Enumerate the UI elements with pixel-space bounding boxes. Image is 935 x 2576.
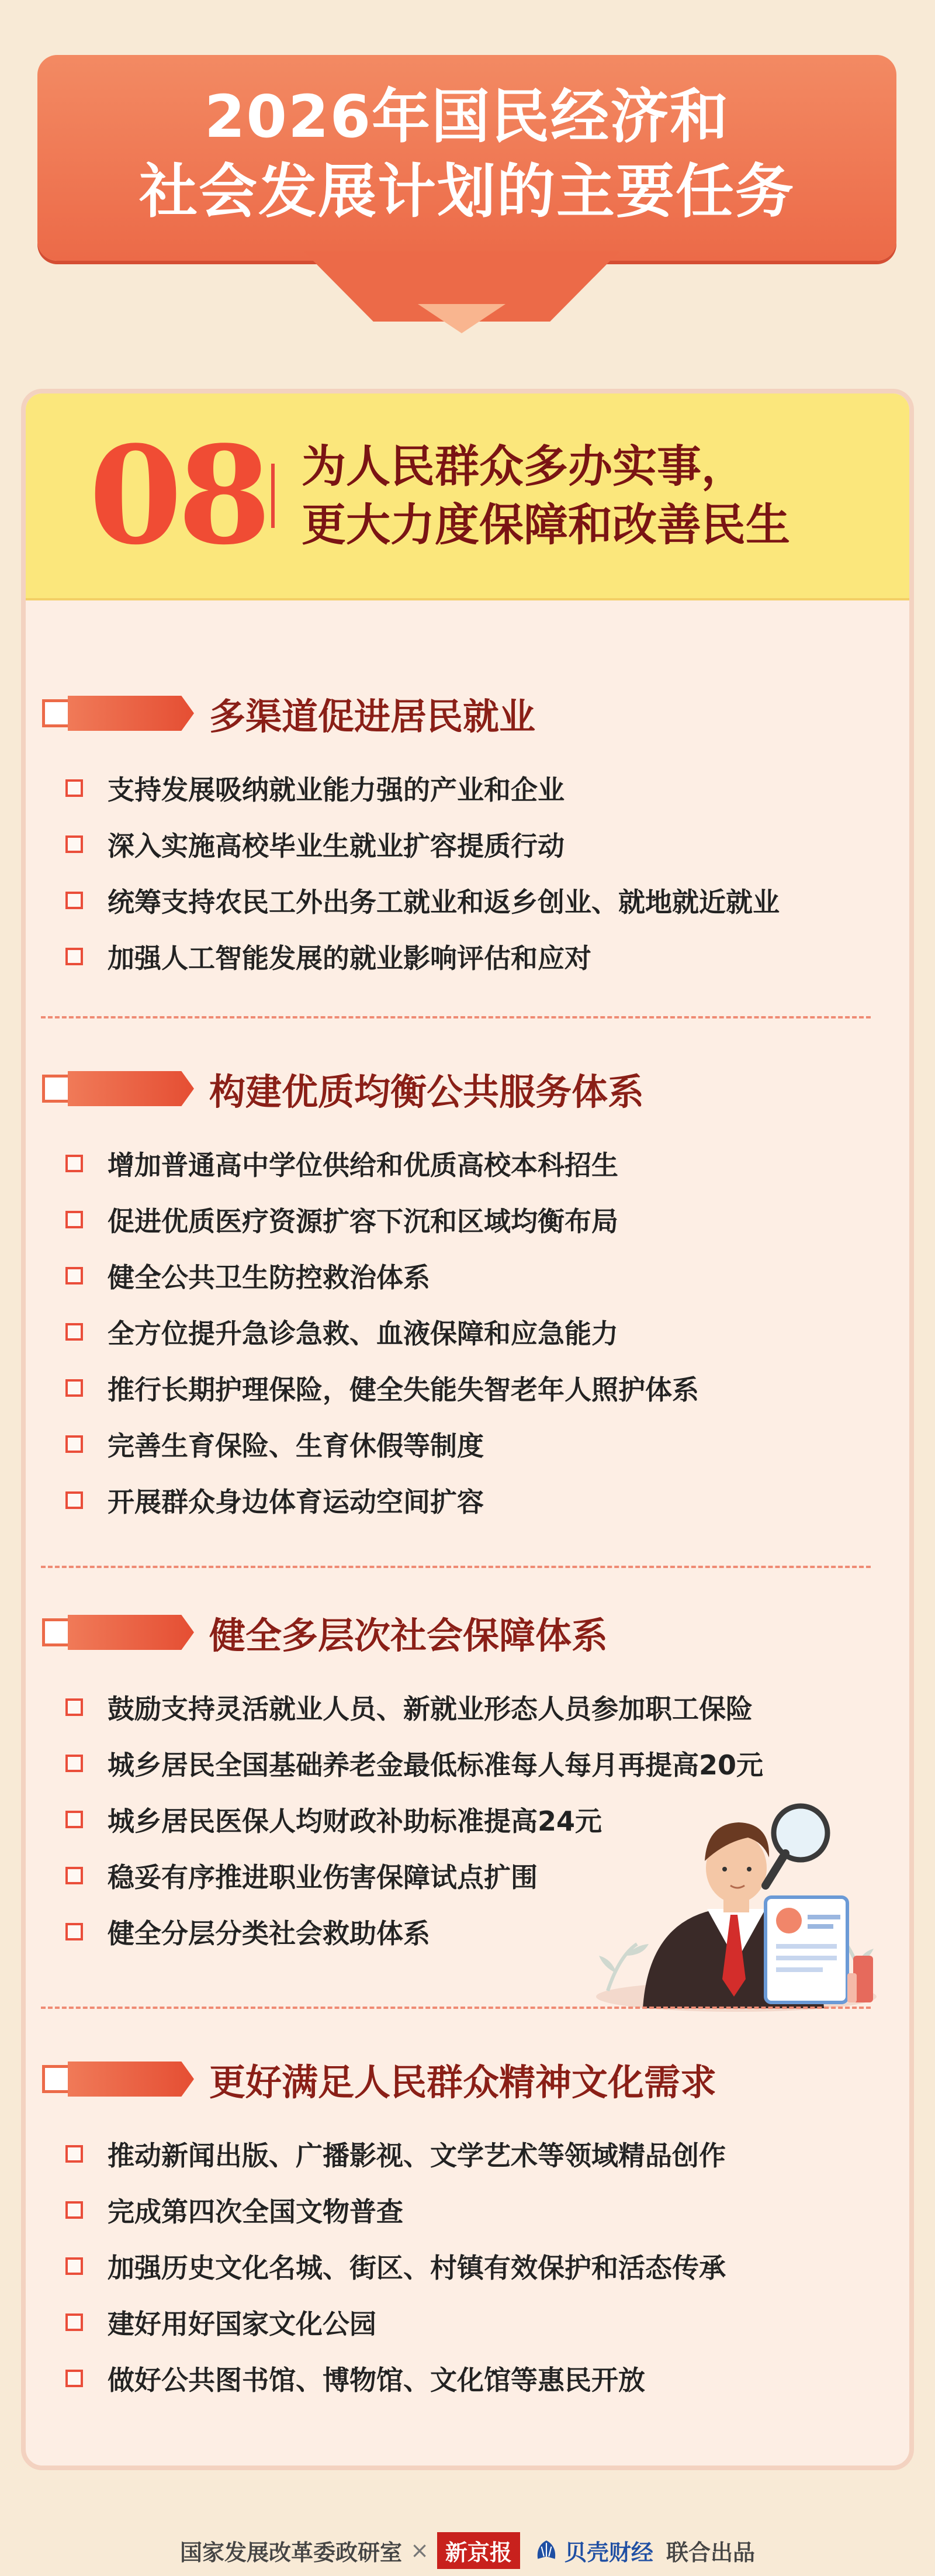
shell-icon bbox=[534, 2538, 559, 2563]
list-item bbox=[65, 1135, 849, 1192]
checkbox-icon bbox=[65, 835, 83, 853]
section-divider bbox=[41, 2007, 871, 2009]
list-item bbox=[65, 2126, 849, 2182]
list-item bbox=[65, 1416, 849, 1472]
checkbox-icon bbox=[65, 1211, 83, 1228]
task-text: 稳妥有序推进职业伤害保障试点扩围 bbox=[108, 1862, 538, 1893]
checkbox-icon bbox=[65, 2201, 83, 2219]
section-title: 健全多层次社会保障体系 bbox=[209, 1614, 608, 1657]
section-culture bbox=[42, 2056, 849, 2406]
task-text: 增加普通高中学位供给和优质高校本科招生 bbox=[108, 1149, 618, 1181]
section-title: 多渠道促进居民就业 bbox=[209, 695, 536, 738]
section-title-row bbox=[42, 2056, 849, 2102]
checkbox-icon bbox=[65, 2313, 83, 2331]
checkbox-icon bbox=[65, 2370, 83, 2387]
arrow-tag-icon bbox=[42, 1071, 194, 1106]
task-text: 推动新闻出版、广播影视、文学艺术等领域精品创作 bbox=[108, 2140, 726, 2171]
title-banner bbox=[37, 55, 896, 261]
task-text: 完成第四次全国文物普查 bbox=[108, 2196, 403, 2228]
task-text: 城乡居民全国基础养老金最低标准每人每月再提高20元 bbox=[108, 1749, 764, 1781]
task-text: 健全分层分类社会救助体系 bbox=[108, 1918, 430, 1949]
checkbox-icon bbox=[65, 1698, 83, 1716]
task-text: 加强历史文化名城、街区、村镇有效保护和活态传承 bbox=[108, 2252, 726, 2284]
footer-credits bbox=[0, 2533, 935, 2568]
section-divider bbox=[41, 1016, 871, 1018]
page-title bbox=[37, 55, 896, 229]
task-text: 统筹支持农民工外出务工就业和返乡创业、就地就近就业 bbox=[108, 886, 780, 918]
section-title-row bbox=[42, 1609, 849, 1656]
checkbox-icon bbox=[65, 1755, 83, 1772]
checkbox-icon bbox=[65, 2257, 83, 2275]
arrow-tag-icon bbox=[42, 1615, 194, 1650]
list-item bbox=[65, 760, 849, 816]
title-line-2: 社会发展计划的主要任务 bbox=[139, 157, 795, 226]
checkbox-icon bbox=[65, 1323, 83, 1341]
section-title-row bbox=[42, 690, 849, 737]
businessman-illustration bbox=[590, 1798, 882, 2014]
list-item bbox=[65, 1192, 849, 1248]
beike-logo bbox=[534, 2534, 653, 2567]
task-text: 城乡居民医保人均财政补助标准提高24元 bbox=[108, 1805, 602, 1837]
list-item bbox=[65, 1360, 849, 1416]
list-item bbox=[65, 2294, 849, 2350]
task-text: 促进优质医疗资源扩容下沉和区域均衡布局 bbox=[108, 1206, 618, 1237]
task-text: 开展群众身边体育运动空间扩容 bbox=[108, 1486, 484, 1518]
xinjingbao-logo: 新京报 bbox=[437, 2532, 520, 2569]
task-text: 做好公共图书馆、博物馆、文化馆等惠民开放 bbox=[108, 2364, 645, 2396]
task-text: 推行长期护理保险，健全失能失智老年人照护体系 bbox=[108, 1374, 699, 1406]
beike-text: 贝壳财经 bbox=[564, 2539, 653, 2565]
task-text: 深入实施高校毕业生就业扩容提质行动 bbox=[108, 830, 565, 862]
checkbox-icon bbox=[65, 1155, 83, 1172]
list-item bbox=[65, 1304, 849, 1360]
section-divider bbox=[41, 1566, 871, 1568]
task-list bbox=[65, 2126, 849, 2406]
card-header bbox=[26, 393, 909, 600]
arrow-tag-icon bbox=[42, 696, 194, 731]
task-list bbox=[65, 760, 849, 985]
section-number: 08 bbox=[89, 417, 267, 575]
footer-separator: × bbox=[410, 2537, 429, 2563]
task-text: 完善生育保险、生育休假等制度 bbox=[108, 1430, 484, 1462]
checkbox-icon bbox=[65, 948, 83, 965]
list-item bbox=[65, 2238, 849, 2294]
section-title: 更好满足人民群众精神文化需求 bbox=[209, 2060, 717, 2104]
task-text: 全方位提升急诊急救、血液保障和应急能力 bbox=[108, 1318, 618, 1349]
arrow-tag-icon bbox=[42, 2062, 194, 2097]
task-text: 加强人工智能发展的就业影响评估和应对 bbox=[108, 942, 591, 974]
header-divider bbox=[271, 464, 275, 528]
checkbox-icon bbox=[65, 1923, 83, 1940]
list-item bbox=[65, 1735, 849, 1791]
section-employment bbox=[42, 690, 849, 985]
task-text: 鼓励支持灵活就业人员、新就业形态人员参加职工保险 bbox=[108, 1693, 753, 1725]
checkbox-icon bbox=[65, 1867, 83, 1884]
checkbox-icon bbox=[65, 1267, 83, 1284]
section-public-services bbox=[42, 1065, 849, 1528]
title-line-1: 2026年国民经济和 bbox=[204, 82, 730, 151]
section-title: 构建优质均衡公共服务体系 bbox=[209, 1070, 645, 1113]
checkbox-icon bbox=[65, 1435, 83, 1453]
checkbox-icon bbox=[65, 2145, 83, 2163]
footer-suffix: 联合出品 bbox=[666, 2539, 755, 2565]
task-text: 支持发展吸纳就业能力强的产业和企业 bbox=[108, 774, 565, 806]
footer-org: 国家发展改革委政研室 bbox=[180, 2539, 403, 2565]
list-item bbox=[65, 1679, 849, 1735]
list-item bbox=[65, 1248, 849, 1304]
checkbox-icon bbox=[65, 892, 83, 909]
checkbox-icon bbox=[65, 1491, 83, 1509]
list-item bbox=[65, 2350, 849, 2406]
task-text: 健全公共卫生防控救治体系 bbox=[108, 1262, 430, 1293]
list-item bbox=[65, 872, 849, 928]
list-item bbox=[65, 2182, 849, 2238]
task-list bbox=[65, 1135, 849, 1528]
list-item bbox=[65, 928, 849, 985]
card-heading bbox=[302, 437, 790, 554]
list-item bbox=[65, 1472, 849, 1528]
card-heading-line-2: 更大力度保障和改善民生 bbox=[302, 499, 790, 551]
section-title-row bbox=[42, 1065, 849, 1112]
list-item bbox=[65, 816, 849, 872]
checkbox-icon bbox=[65, 1811, 83, 1828]
task-text: 建好用好国家文化公园 bbox=[108, 2308, 376, 2340]
card-heading-line-1: 为人民群众多办实事， bbox=[302, 440, 746, 492]
checkbox-icon bbox=[65, 779, 83, 797]
checkbox-icon bbox=[65, 1379, 83, 1397]
